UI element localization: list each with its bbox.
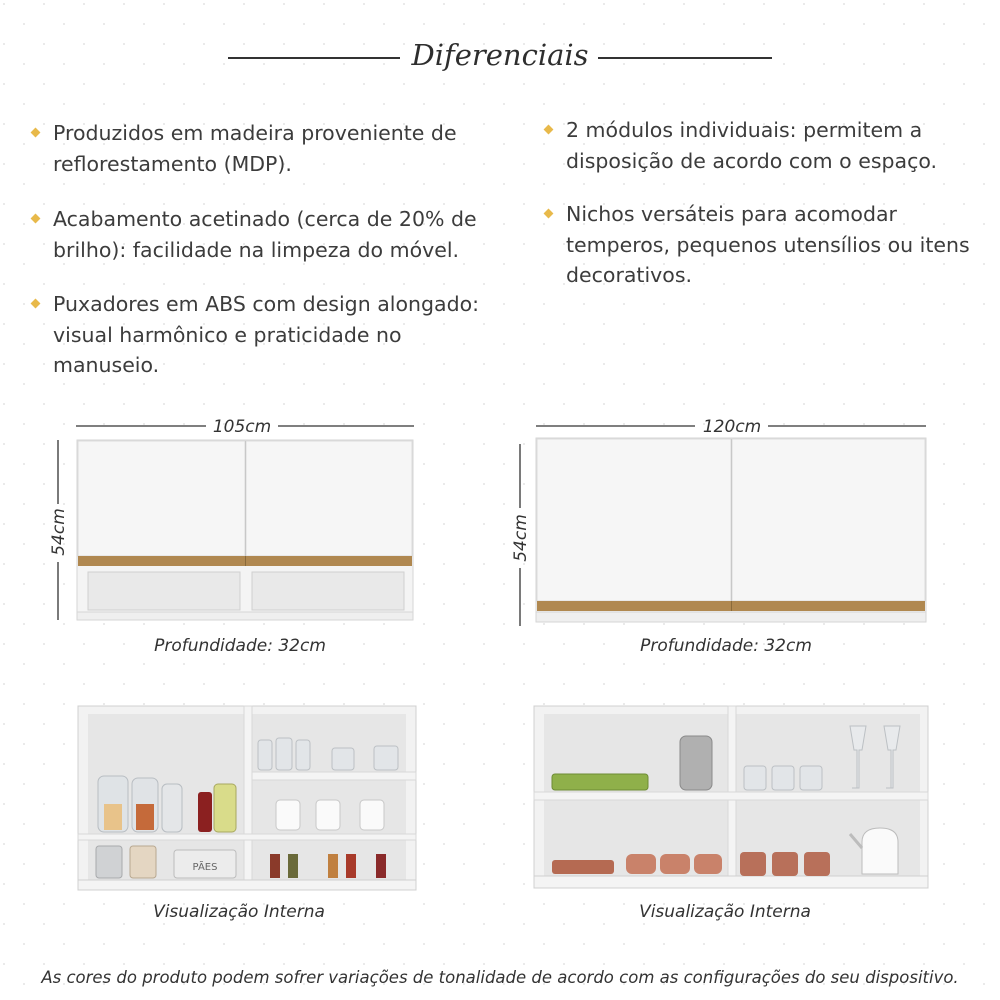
- diamond-bullet-icon: [544, 125, 554, 135]
- header-rule-right: [598, 57, 772, 59]
- feature-text: 2 módulos individuais: permitem a disposição de acordo com o espaço.: [566, 118, 938, 173]
- feature-text: Puxadores em ABS com design alongado: visual harmônico e praticidade no manuseio.: [53, 292, 480, 377]
- features-left: [30, 118, 490, 405]
- depth-caption: Profundidade: 32cm: [154, 636, 326, 656]
- diamond-bullet-icon: [31, 214, 41, 224]
- feature-item: [30, 204, 490, 265]
- cabinet-105-interior: [76, 704, 420, 894]
- feature-item: [30, 118, 490, 179]
- color-disclaimer: As cores do produto podem sofrer variações de tonalidade de acordo com as configurações do seu dispositivo.: [41, 968, 959, 987]
- height-dimension-label: 54cm: [49, 508, 69, 556]
- diamond-bullet-icon: [31, 128, 41, 138]
- feature-text: Nichos versáteis para acomodar temperos, pequenos utensílios ou itens decorativos.: [566, 202, 970, 287]
- depth-caption: Profundidade: 32cm: [640, 636, 812, 656]
- feature-item: [543, 115, 988, 176]
- feature-text: Acabamento acetinado (cerca de 20% de brilho): facilidade na limpeza do móvel.: [53, 207, 477, 262]
- width-dimension-label: 120cm: [702, 417, 762, 437]
- cabinet-105-exterior: [40, 408, 430, 633]
- feature-item: [30, 289, 490, 381]
- diamond-bullet-icon: [544, 209, 554, 219]
- interior-caption: Visualização Interna: [639, 902, 811, 922]
- diamond-bullet-icon: [31, 299, 41, 309]
- feature-item: [543, 199, 988, 291]
- cabinet-120-interior: [532, 704, 932, 894]
- width-dimension-label: 105cm: [212, 417, 272, 437]
- jar-label: PÃES: [192, 862, 218, 873]
- feature-text: Produzidos em madeira proveniente de reflorestamento (MDP).: [53, 121, 457, 176]
- section-title: Diferenciais: [411, 38, 589, 72]
- features-right: [543, 115, 988, 315]
- interior-caption: Visualização Interna: [153, 902, 325, 922]
- height-dimension-label: 54cm: [511, 514, 531, 562]
- section-header: [0, 34, 1000, 80]
- cabinet-120-exterior: [500, 408, 940, 633]
